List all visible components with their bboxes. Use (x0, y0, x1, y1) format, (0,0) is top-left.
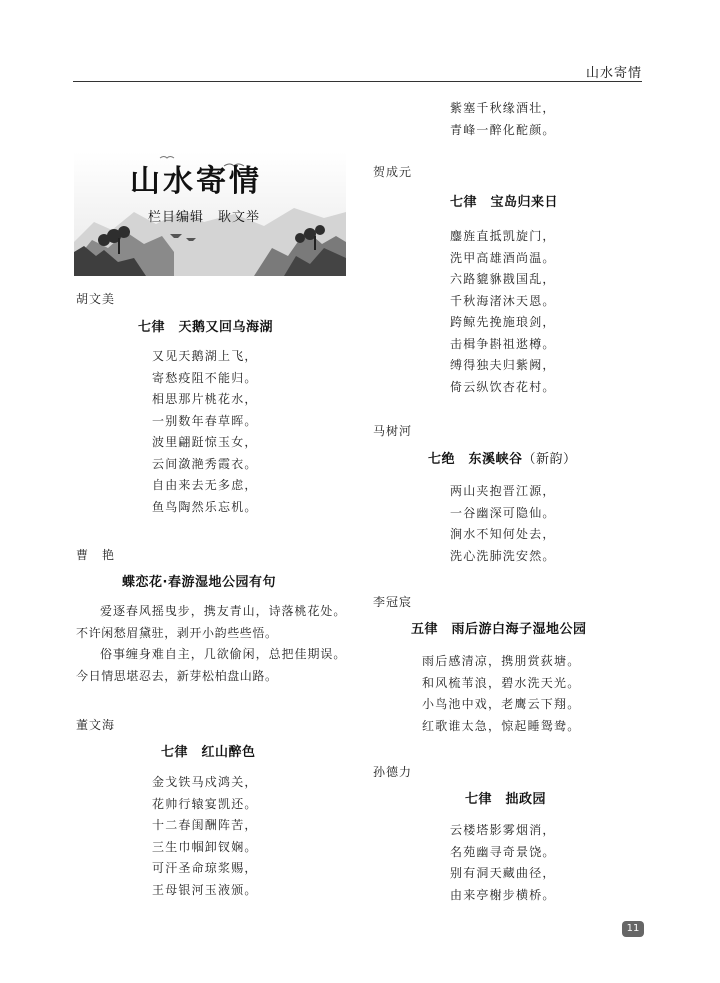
verse-line: 两山夹抱晋江源， (450, 484, 556, 498)
verse-line: 千秋海渚沐天恩。 (450, 293, 556, 308)
verse-line: 小鸟池中戏，老鹰云下翔。 (422, 697, 581, 711)
section-header-title: 山水寄情 (585, 66, 642, 81)
poem-verses (152, 346, 258, 518)
verse-line: 寄愁疫阻不能归。 (152, 370, 258, 385)
verse-line: 红歌谁太急，惊起睡鸳鸯。 (422, 718, 581, 733)
poem-verses (422, 651, 580, 737)
verse-line: 自由来去无多虑， (152, 478, 258, 492)
verse-line: 一别数年春草晖。 (152, 413, 258, 428)
verse-line: 鱼鸟陶然乐忘机。 (152, 499, 258, 514)
header-rule (73, 81, 642, 82)
verse-line: 洗心洗肺洗安然。 (450, 548, 556, 563)
verse-line: 名苑幽寻奇景饶。 (450, 844, 556, 859)
poem-verses-continued (450, 98, 556, 141)
verse-line: 别有洞天藏曲径， (450, 866, 556, 880)
verse-line: 花帅行辕宴凯还。 (152, 796, 258, 811)
poem-verses (152, 772, 258, 901)
poem-title: 七律 红山醉色 (161, 745, 256, 760)
verse-line: 雨后感清凉，携朋赏荻塘。 (422, 654, 581, 668)
verse-line: 十二春闺酬阵苦， (152, 818, 258, 832)
verse-line: 由来亭榭步横桥。 (450, 887, 556, 902)
poem-author: 贺成元 (373, 165, 413, 179)
verse-line: 云间潋滟秀霞衣。 (152, 456, 258, 471)
poem-title (428, 448, 577, 467)
column-editor: 栏目编辑 耿文举 (148, 210, 261, 225)
verse-line: 涧水不知何处去， (450, 527, 556, 541)
verse-line: 一谷幽深可隐仙。 (450, 505, 556, 520)
section-banner (74, 152, 346, 276)
poem-title: 蝶恋花·春游湿地公园有句 (122, 575, 276, 590)
verse-line: 相思那片桃花水， (152, 392, 258, 406)
verse-line: 击楫争斟祖逖樽。 (450, 336, 556, 351)
verse-line: 紫塞千秋缘酒壮， (450, 101, 556, 115)
banner-title: 山水寄情 (130, 164, 262, 199)
verse-line: 倚云纵饮杏花村。 (450, 379, 556, 394)
poem-title: 五律 雨后游白海子湿地公园 (411, 622, 587, 637)
verse-line: 云楼塔影雾烟消， (450, 823, 556, 837)
verse-line: 洗甲高雄酒尚温。 (450, 250, 556, 265)
ci-poem-text (76, 601, 346, 687)
verse-line: 金戈铁马戍鸿关， (152, 775, 258, 789)
verse-line: 王母银河玉液颁。 (152, 882, 258, 897)
poem-verses (450, 226, 556, 398)
poem-title-text: 七绝 东溪峡谷 (428, 452, 523, 467)
verse-line: 六路貔貅戡国乱， (450, 272, 556, 286)
poem-author: 马树河 (373, 424, 413, 438)
poem-author: 李冠宸 (373, 595, 413, 609)
poem-verses (450, 481, 556, 567)
page-number: 11 (622, 921, 644, 937)
poem-author: 孙德力 (373, 765, 413, 779)
poem-author: 董文海 (76, 718, 116, 732)
poem-title: 七律 拙政园 (465, 792, 547, 807)
poem-verses (450, 820, 556, 906)
verse-line: 三生巾帼卸钗娴。 (152, 839, 258, 854)
verse-line: 和风梳苇浪，碧水洗天光。 (422, 675, 581, 690)
verse-line: 跨鲸先挽施琅剑， (450, 315, 556, 329)
poem-title: 七律 宝岛归来日 (450, 195, 559, 210)
poem-author: 曹 艳 (76, 548, 116, 562)
verse-line: 缚得独夫归紫阙， (450, 358, 556, 372)
prose-paragraph: 爱逐春风摇曳步，携友青山，诗落桃花处。不许闲愁眉黛驻，剥开小韵些些悟。 (76, 604, 346, 640)
rhyme-note: （新韵） (522, 452, 577, 467)
verse-line: 鏖旌直抵凯旋门， (450, 229, 556, 243)
poem-author: 胡文美 (76, 292, 116, 306)
prose-paragraph: 俗事缠身难自主，几欲偷闲，总把佳期误。今日情思堪忍去，新芽松柏盘山路。 (76, 647, 346, 683)
verse-line: 可汗圣命琼浆赐， (152, 861, 258, 875)
poem-title: 七律 天鹅又回乌海湖 (138, 320, 274, 335)
verse-line: 青峰一醉化酡颜。 (450, 122, 556, 137)
verse-line: 又见天鹅湖上飞， (152, 349, 258, 363)
verse-line: 波里翩跹惊玉女， (152, 435, 258, 449)
